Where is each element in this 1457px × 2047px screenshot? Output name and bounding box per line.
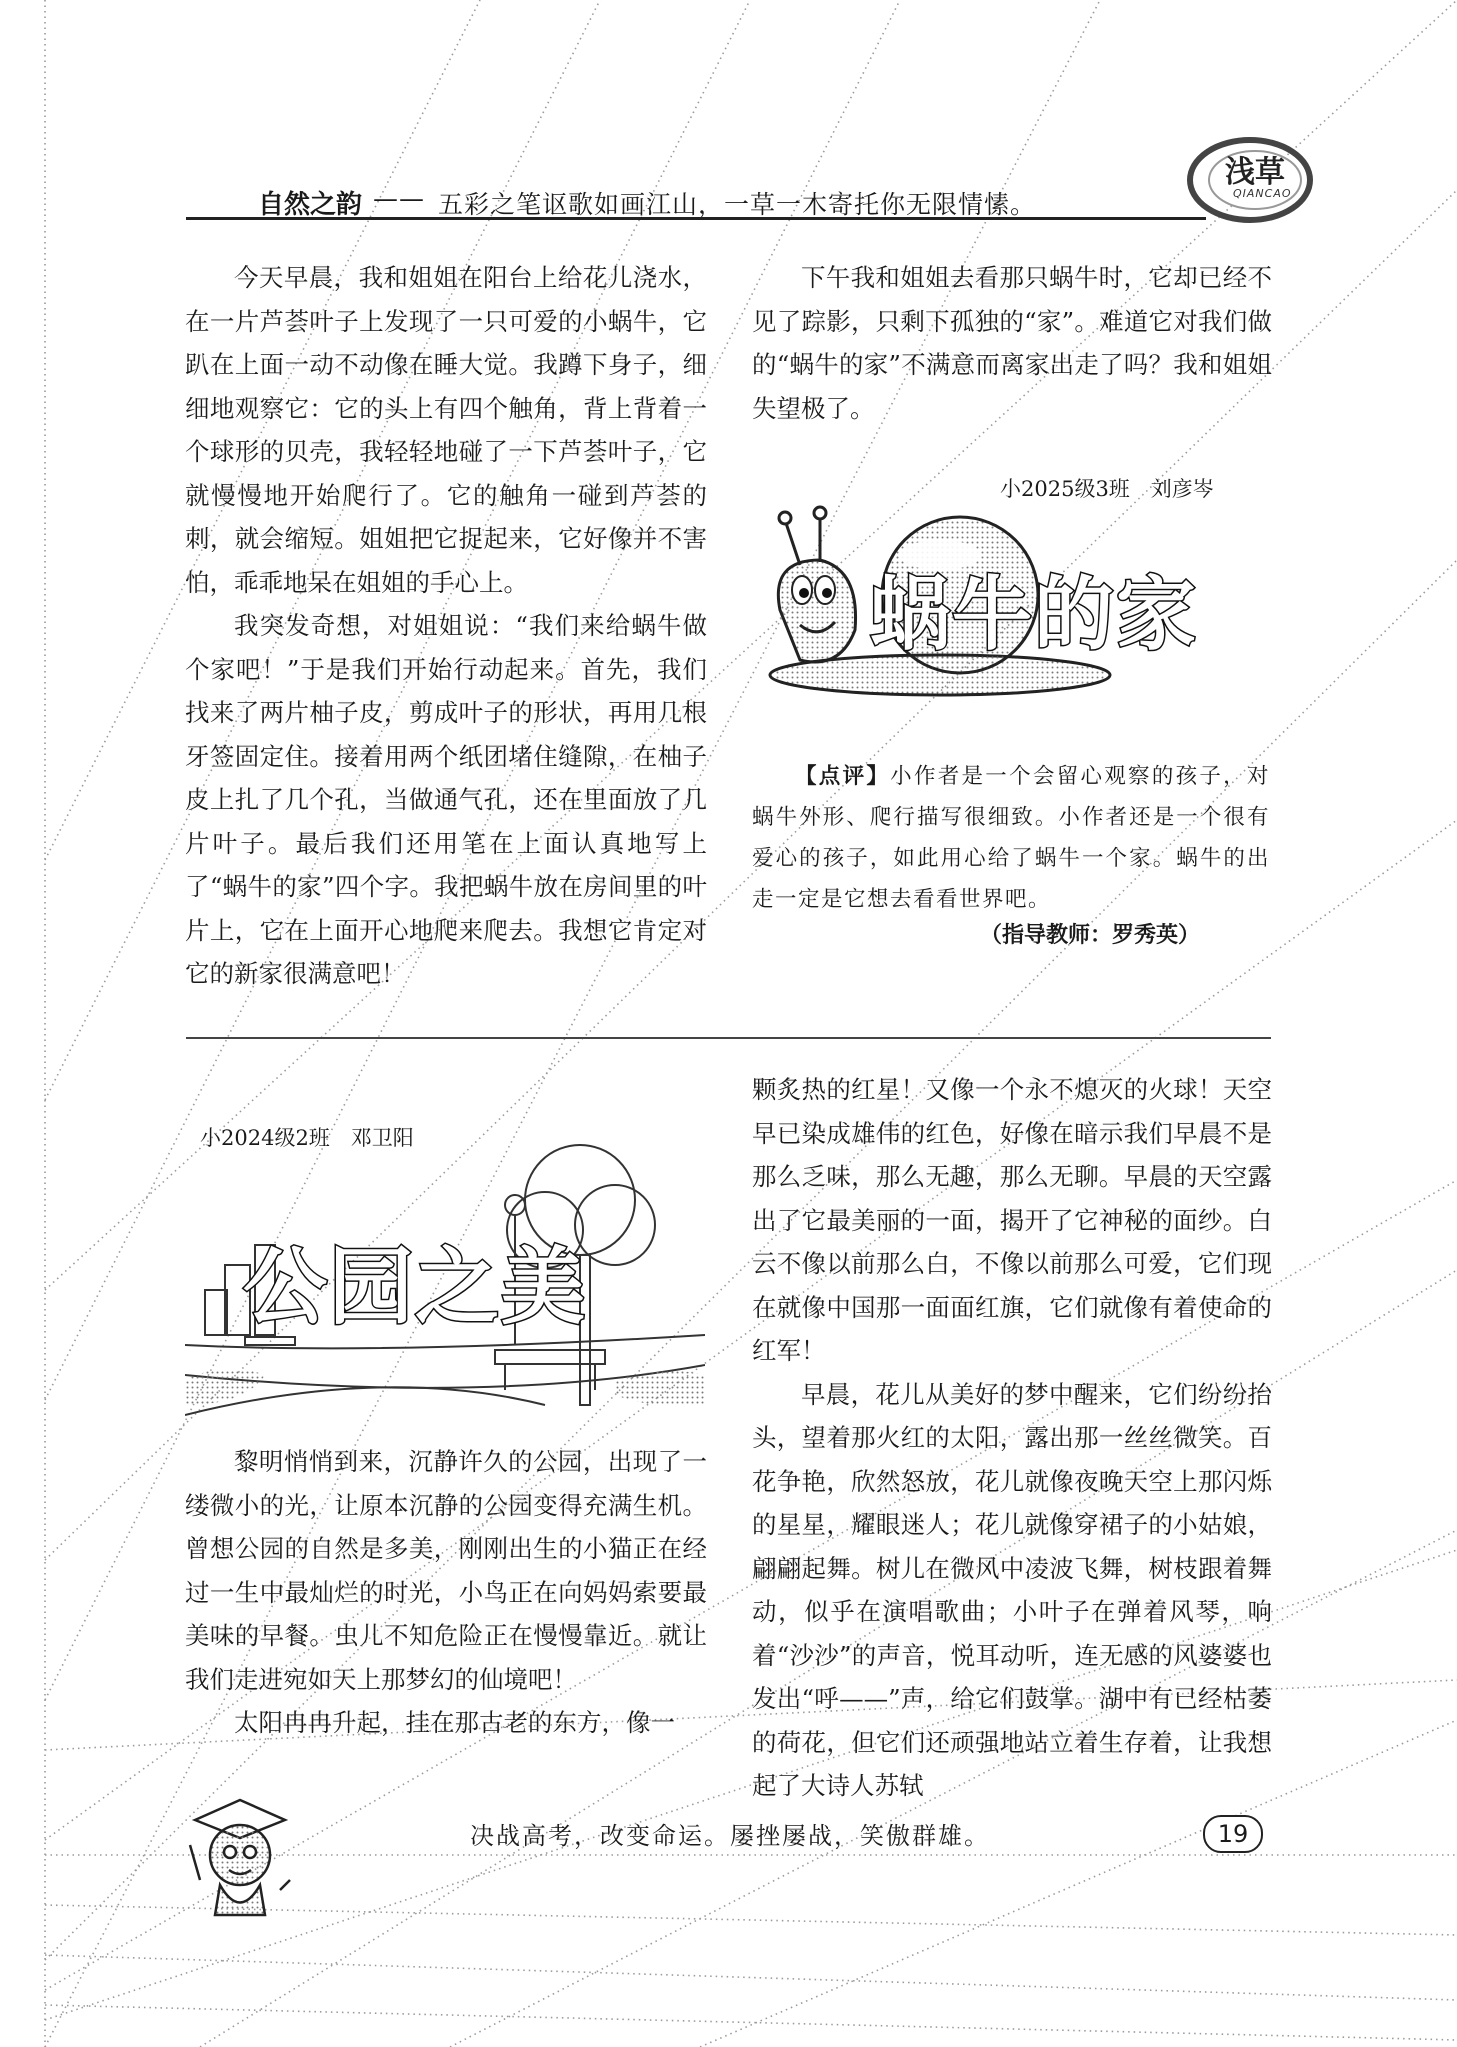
header-rule xyxy=(186,217,1206,220)
article2-right-column xyxy=(752,1068,1272,1808)
footer-motto: 决战高考，改变命运。屡挫屡战，笑傲群雄。 xyxy=(470,1822,990,1850)
page-number-badge xyxy=(1203,1815,1263,1853)
article2-left-paragraph-1: 黎明悄悄到来，沉静许久的公园，出现了一缕微小的光，让原本沉静的公园变得充满生机。曾想公园的自然是多美，刚刚出生的小猫正在经过一生中最灿烂的时光，小鸟正在向妈妈索要最美味的早餐。虫儿不知危险正在慢慢靠近。就让我们走进宛如天上那梦幻的仙境吧！ xyxy=(185,1447,707,1694)
article1-comment xyxy=(752,756,1270,920)
logo-subtext: QIANCAO xyxy=(1233,187,1292,200)
comment-label: 【点评】 xyxy=(795,764,891,789)
comment-text: 小作者是一个会留心观察的孩子，对蜗牛外形、爬行描写很细致。小作者还是一个很有爱心的孩子，如此用心给了蜗牛一个家。蜗牛的出走一定是它想去看看世界吧。 xyxy=(752,764,1270,912)
article1-left-column xyxy=(185,256,707,996)
header-tagline: 五彩之笔讴歌如画江山，一草一木寄托你无限情愫。 xyxy=(438,190,1037,219)
article1-title-art xyxy=(760,500,1280,700)
article1-teacher: （指导教师：罗秀英） xyxy=(980,923,1201,948)
header-dash: —— xyxy=(373,184,425,213)
article2-left-paragraph-2: 太阳冉冉升起，挂在那古老的东方，像一 xyxy=(234,1708,675,1737)
mascot-graduate xyxy=(185,1790,295,1920)
article1-paragraph-2: 我突发奇想，对姐姐说：“我们来给蜗牛做个家吧！”于是我们开始行动起来。首先，我们找来了两片柚子皮，剪成叶子的形状，再用几根牙签固定住。接着用两个纸团堵住缝隙，在柚子皮上扎了几个孔，当做通气孔，还在里面放了几片叶子。最后我们还用笔在上面认真地写上了“蜗牛的家”四个字。我把蜗牛放在房间里的叶片上，它在上面开心地爬来爬去。我想它肯定对它的新家很满意吧！ xyxy=(185,611,707,988)
logo-text: 浅草 xyxy=(1225,155,1285,190)
article2-left-column xyxy=(185,1440,707,1745)
article2-right-paragraph-1: 颗炙热的红星！又像一个永不熄灭的火球！天空早已染成雄伟的红色，好像在暗示我们早晨不是那么乏味，那么无趣，那么无聊。早晨的天空露出了它最美丽的一面，揭开了它神秘的面纱。白云不像以前那么白，不像以前那么可爱，它们现在就像中国那一面面红旗，它们就像有着使命的红军！ xyxy=(752,1075,1272,1365)
article1-right-column xyxy=(752,256,1272,430)
article1-paragraph-3: 下午我和姐姐去看那只蜗牛时，它却已经不见了踪影，只剩下孤独的“家”。难道它对我们做的“蜗牛的家”不满意而离家出走了吗？我和姐姐失望极了。 xyxy=(752,263,1272,423)
article2-title-art xyxy=(185,1105,705,1420)
graduate-mascot-icon xyxy=(185,1790,295,1920)
page-number: 19 xyxy=(1217,1820,1249,1848)
article-divider xyxy=(186,1037,1271,1039)
article1-author: 小2025级3班 刘彦岑 xyxy=(1000,477,1214,501)
article1-title: 蜗牛的家 xyxy=(870,568,1198,661)
article1-paragraph-1: 今天早晨，我和姐姐在阳台上给花儿浇水，在一片芦荟叶子上发现了一只可爱的小蜗牛，它趴在上面一动不动像在睡大觉。我蹲下身子，细细地观察它：它的头上有四个触角，背上背着一个球形的贝壳，我轻轻地碰了一下芦荟叶子，它就慢慢地开始爬行了。它的触角一碰到芦荟的刺，就会缩短。姐姐把它捉起来，它好像并不害怕，乖乖地呆在姐姐的手心上。 xyxy=(185,263,707,597)
section-title: 自然之韵 xyxy=(258,190,363,220)
article2-right-paragraph-2: 早晨，花儿从美好的梦中醒来，它们纷纷抬头，望着那火红的太阳，露出那一丝丝微笑。百花争艳，欣然怒放，花儿就像夜晚天空上那闪烁的星星，耀眼迷人；花儿就像穿裙子的小姑娘，翩翩起舞。树儿在微风中凌波飞舞，树枝跟着舞动，似乎在演唱歌曲；小叶子在弹着风琴，响着“沙沙”的声音，悦耳动听，连无感的风婆婆也发出“呼——”声，给它们鼓掌。湖中有已经枯萎的荷花，但它们还顽强地站立着生存着，让我想起了大诗人苏轼 xyxy=(752,1379,1272,1800)
article2-author: 小2024级2班 邓卫阳 xyxy=(200,1126,414,1150)
qiancao-logo xyxy=(1185,135,1355,225)
article2-title: 公园之美 xyxy=(243,1238,588,1336)
